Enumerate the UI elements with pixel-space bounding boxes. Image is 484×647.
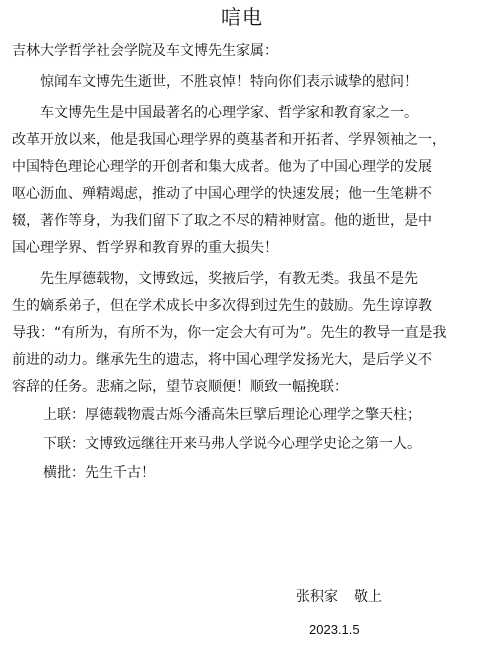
paragraph-line: 改革开放以来，他是我国心理学界的奠基者和开拓者、学界领袖之一， [12,132,446,148]
signature-closing: 敬上 [354,589,382,605]
paragraph-line: 前进的动力。继承先生的遗志，将中国心理学发扬光大，是后学义不 [12,352,432,368]
salutation: 吉林大学哲学社会学院及车文博先生家属： [12,43,278,59]
paragraph-line: 容辞的任务。悲痛之际，望节哀顺便！顺致一幅挽联： [12,379,348,395]
paragraph-line: 惊闻车文博先生逝世，不胜哀悼！特向你们表示诚挚的慰问！ [40,74,418,90]
paragraph-line: 中国特色理论心理学的开创者和集大成者。他为了中国心理学的发展 [12,159,432,175]
signature [296,586,382,606]
signature-name: 张积家 [296,589,338,605]
paragraph-line: 先生厚德载物，文博致远，奖掖后学，有教无类。我虽不是先 [40,271,418,287]
paragraph-3 [12,266,474,401]
paragraph-line: 呕心沥血、殚精竭虑，推动了中国心理学的快速发展；他一生笔耕不 [12,186,432,202]
paragraph-line: 生的嫡系弟子，但在学术成长中多次得到过先生的鼓励。先生谆谆教 [12,298,432,314]
paragraph-line: 辍，著作等身，为我们留下了取之不尽的精神财富。他的逝世，是中 [12,213,432,229]
couplet-lower: 下联：文博致远继往开来马弗人学说今心理学史论之第一人。 [43,436,421,452]
page-title: 唁电 [221,5,263,29]
paragraph-1 [12,69,474,96]
couplet-upper: 上联：厚德载物震古烁今潘高朱巨擘后理论心理学之擎天柱； [43,407,421,423]
paragraph-2 [12,100,474,262]
paragraph-line: 导我：“有所为，有所不为，你一定会大有可为”。先生的教导一直是我 [12,325,447,341]
paragraph-line: 国心理学界、哲学界和教育界的重大损失！ [12,240,278,256]
paragraph-line: 车文博先生是中国最著名的心理学家、哲学家和教育家之一。 [40,105,418,121]
letter-date: 2023.1.5 [309,622,360,637]
letter-body [12,38,474,488]
couplet-banner: 横批：先生千古！ [43,465,155,481]
